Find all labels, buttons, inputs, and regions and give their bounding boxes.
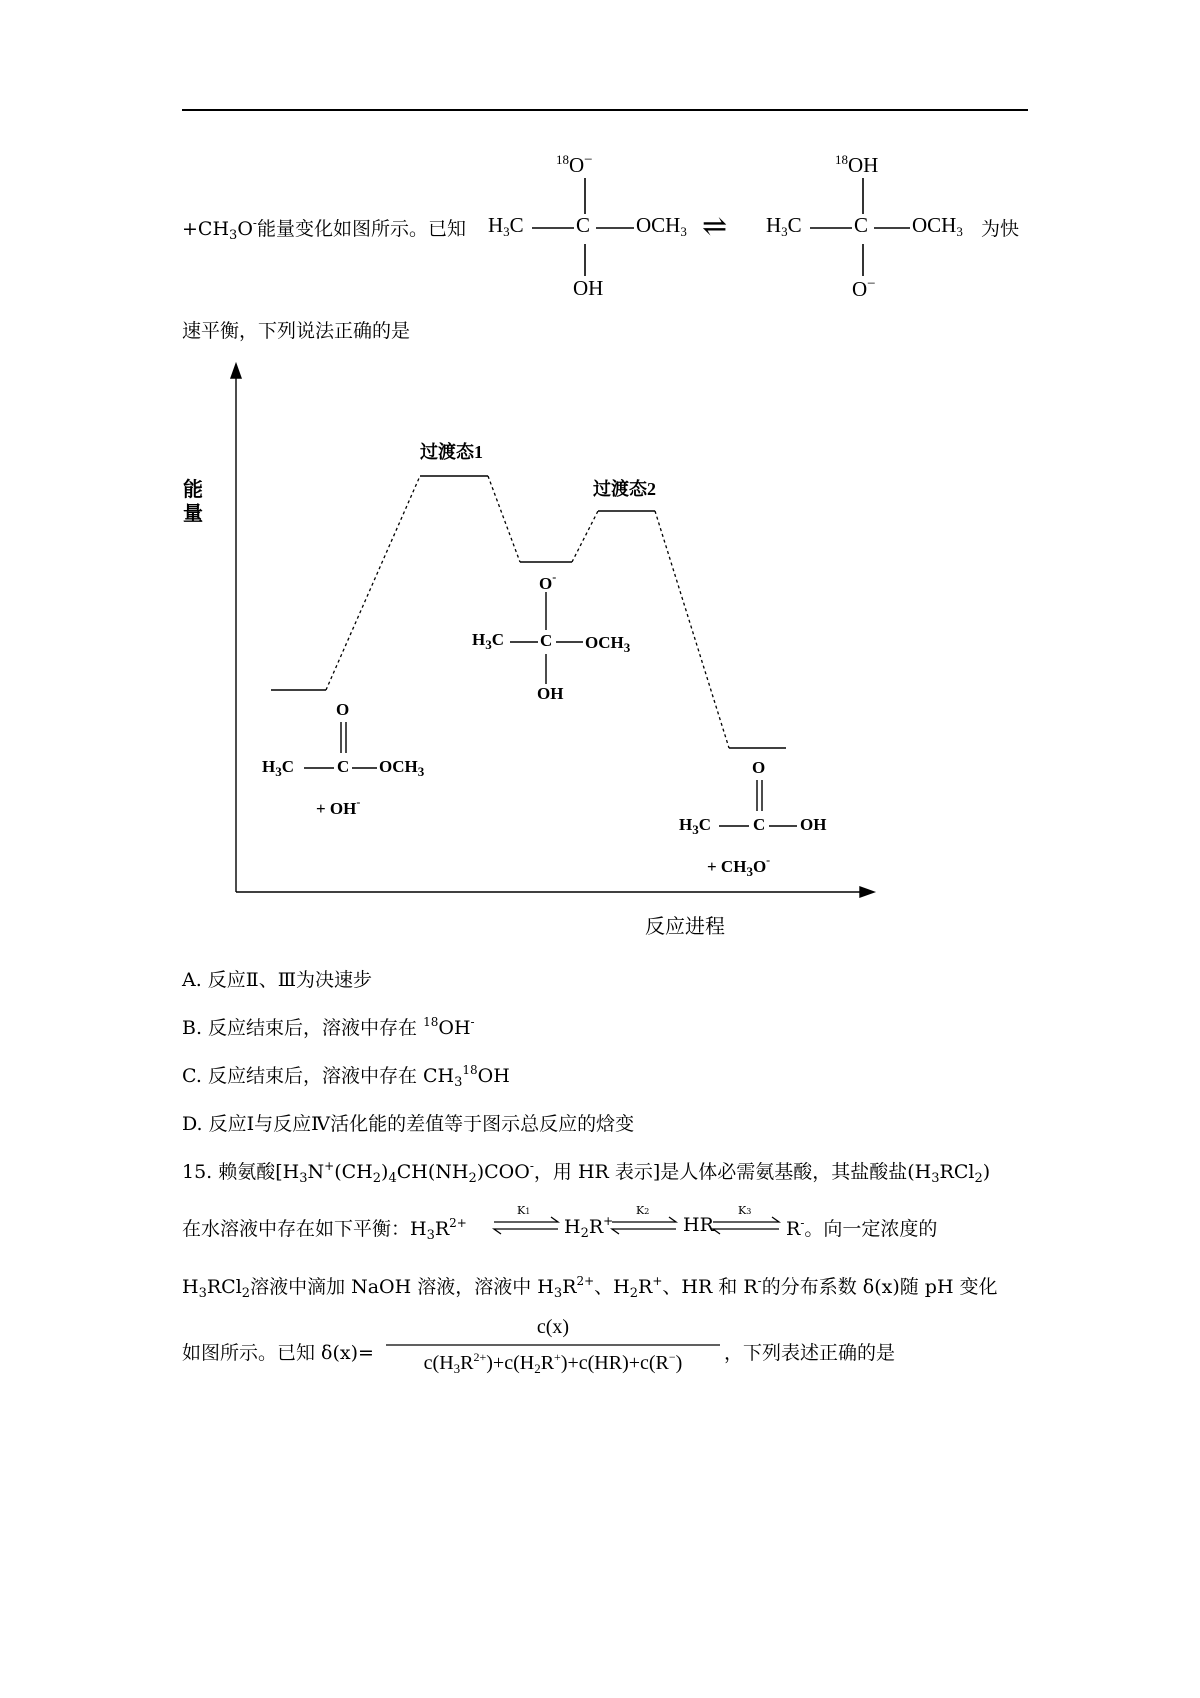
intermediate-och3: $OCH_3$ xyxy=(585,633,631,655)
struct-left-top: $^{18}$O− xyxy=(556,152,593,177)
fraction-denominator: $c(H_3R^{2+})+c(H_2R^+)+c(HR)+c(R^-)$ xyxy=(423,1350,683,1376)
intermediate-c: C xyxy=(540,631,553,650)
option-d: D. 反应Ⅰ与反应Ⅳ活化能的差值等于图示总反应的焓变 xyxy=(182,1113,635,1135)
product-oh: OH xyxy=(800,815,827,834)
reactant-h3c: $H_3C$ xyxy=(262,757,295,779)
fraction-numerator: c(x) xyxy=(536,1316,570,1338)
q15-line4-a: 如图所示。已知 δ(x)= xyxy=(182,1342,374,1364)
reactant-plus-oh: + OH- xyxy=(316,795,361,818)
reactant-och3: $OCH_3$ xyxy=(379,757,425,779)
q15-line3: $H_3RCl_2$溶液中滴加 NaOH 溶液，溶液中 $H_3R^{2+}$、$H_2R^+$、HR 和 R-的分布系数 δ(x)随 pH 变化 xyxy=(182,1274,998,1301)
q14-line1-suffix: 为快 xyxy=(981,218,1020,240)
y-axis-label: 能量 xyxy=(183,479,203,525)
intermediate-o: O- xyxy=(539,570,557,593)
k2-label: K2 xyxy=(636,1204,650,1217)
option-b: B. 反应结束后，溶液中存在 $^{18}$OH- xyxy=(182,1015,475,1039)
struct-right-och3: $OCH_3$ xyxy=(912,213,963,239)
product-h3c: $H_3C$ xyxy=(679,815,712,837)
struct-left-och3: $OCH_3$ xyxy=(636,213,687,239)
struct-right-h3c: $H_3C$ xyxy=(766,213,802,239)
q15-line2-d: R-。向一定浓度的 xyxy=(786,1216,938,1240)
energy-connectors xyxy=(326,476,729,748)
struct-right-bottom: O− xyxy=(852,276,876,301)
struct-bonds xyxy=(532,178,910,276)
reactant-o: O xyxy=(336,700,350,719)
q14-line2: 速平衡，下列说法正确的是 xyxy=(182,320,411,342)
struct-right-top: $^{18}$OH xyxy=(835,152,879,177)
option-c: C. 反应结束后，溶液中存在 $CH_3^{18}OH$ xyxy=(182,1063,510,1090)
q14-line1-prefix: $+CH_3O^-$能量变化如图所示。已知 xyxy=(182,216,466,243)
product-c: C xyxy=(753,815,766,834)
intermediate-h3c: $H_3C$ xyxy=(472,630,505,652)
k1-label: K1 xyxy=(517,1204,531,1217)
struct-right-c: C xyxy=(854,213,869,237)
intermediate-oh: OH xyxy=(537,684,564,703)
q15-line1: 15. 赖氨酸[$H_3N^+(CH_2)_4CH(NH_2)COO^-$，用 HR 表示]是人体必需氨基酸，其盐酸盐$(H_3RCl_2)$ xyxy=(182,1159,991,1186)
q15-arrows xyxy=(494,1217,779,1234)
x-axis-label: 反应进程 xyxy=(645,916,725,938)
q15-line4-b: ，下列表述正确的是 xyxy=(724,1342,896,1364)
k3-label: K3 xyxy=(738,1204,752,1217)
struct-left-h3c: $H_3C$ xyxy=(488,213,524,239)
q15-line2-a: 在水溶液中存在如下平衡：$H_3R^{2+}$ xyxy=(182,1216,467,1243)
reactant-c: C xyxy=(337,757,350,776)
diagram-struct-bonds xyxy=(304,592,797,826)
ts2-label: 过渡态2 xyxy=(593,479,656,499)
product-o: O xyxy=(752,758,766,777)
product-plus-ch3o: + $CH_3O^-$ xyxy=(707,853,771,879)
q15-line2-c: HR xyxy=(683,1214,714,1236)
equilibrium-arrow: ⇌ xyxy=(702,209,728,244)
ts1-label: 过渡态1 xyxy=(420,442,483,462)
option-a: A. 反应Ⅱ、Ⅲ为决速步 xyxy=(182,969,373,991)
struct-left-bottom: OH xyxy=(573,276,604,300)
struct-left-c: C xyxy=(576,213,591,237)
q15-line2-b: $H_2R^+$ xyxy=(564,1214,614,1241)
